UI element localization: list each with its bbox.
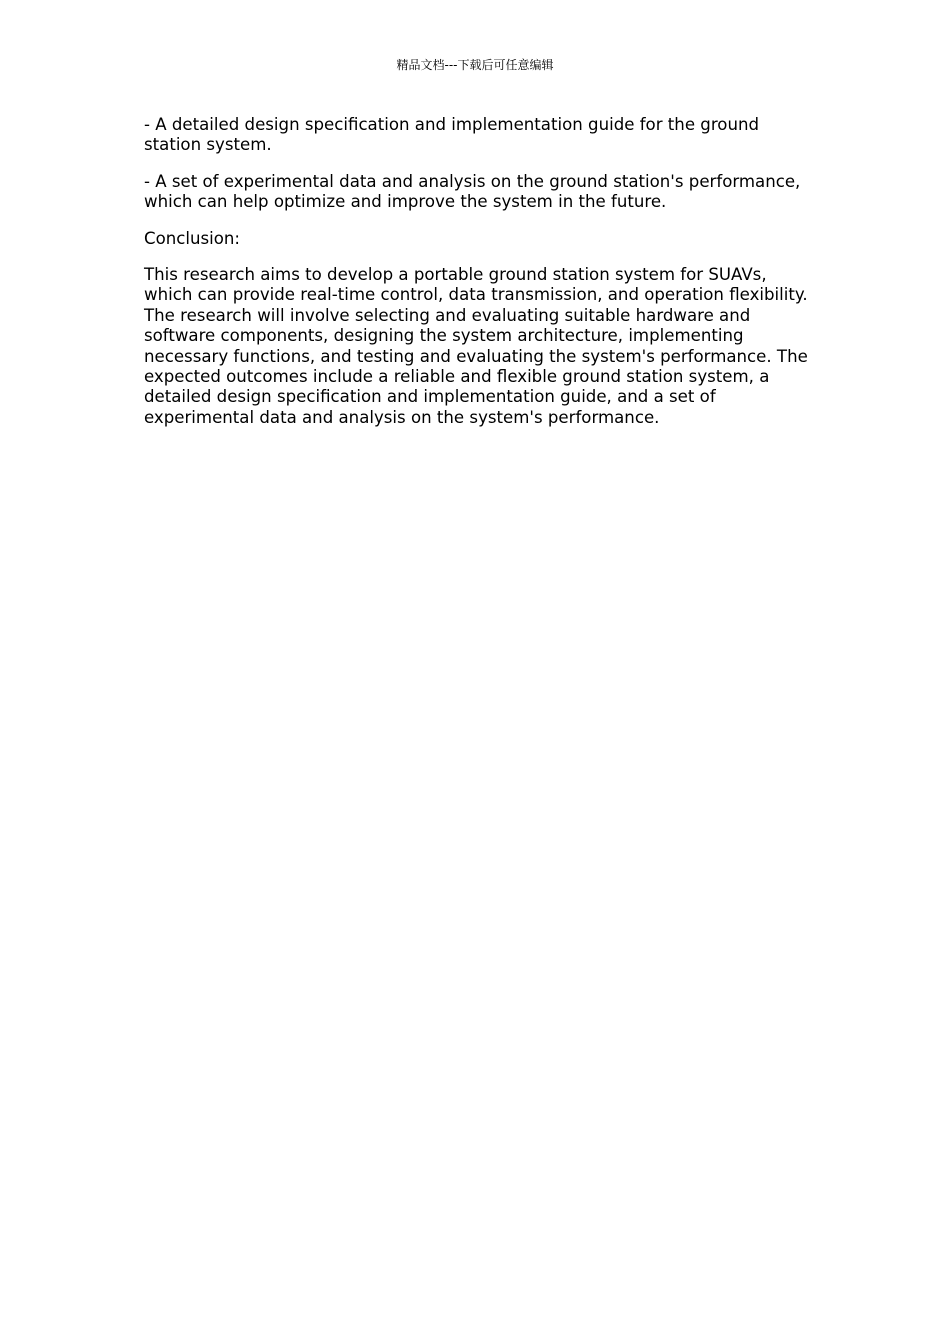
document-body (144, 115, 812, 444)
conclusion-paragraph: This research aims to develop a portable ground station system for SUAVs, which can provide real-time control, data transmission, and operation flexibility. The research will involve selecting and evaluating suitable hardware and software components, designing the system architecture, implementing necessary functions, and testing and evaluating the system's performance. The expected outcomes include a reliable and flexible ground station system, a detailed design specification and implementation guide, and a set of experimental data and analysis on the system's performance. (144, 265, 808, 427)
page-header: 精品文档---下载后可任意编辑 (396, 58, 554, 72)
bullet-paragraph-experimental-data: - A set of experimental data and analysis on the ground station's performance, which can help optimize and improve the system in the future. (144, 171, 801, 212)
section-heading-conclusion: Conclusion: (144, 228, 241, 248)
bullet-paragraph-design-spec: - A detailed design specification and implementation guide for the ground station system. (144, 115, 760, 155)
